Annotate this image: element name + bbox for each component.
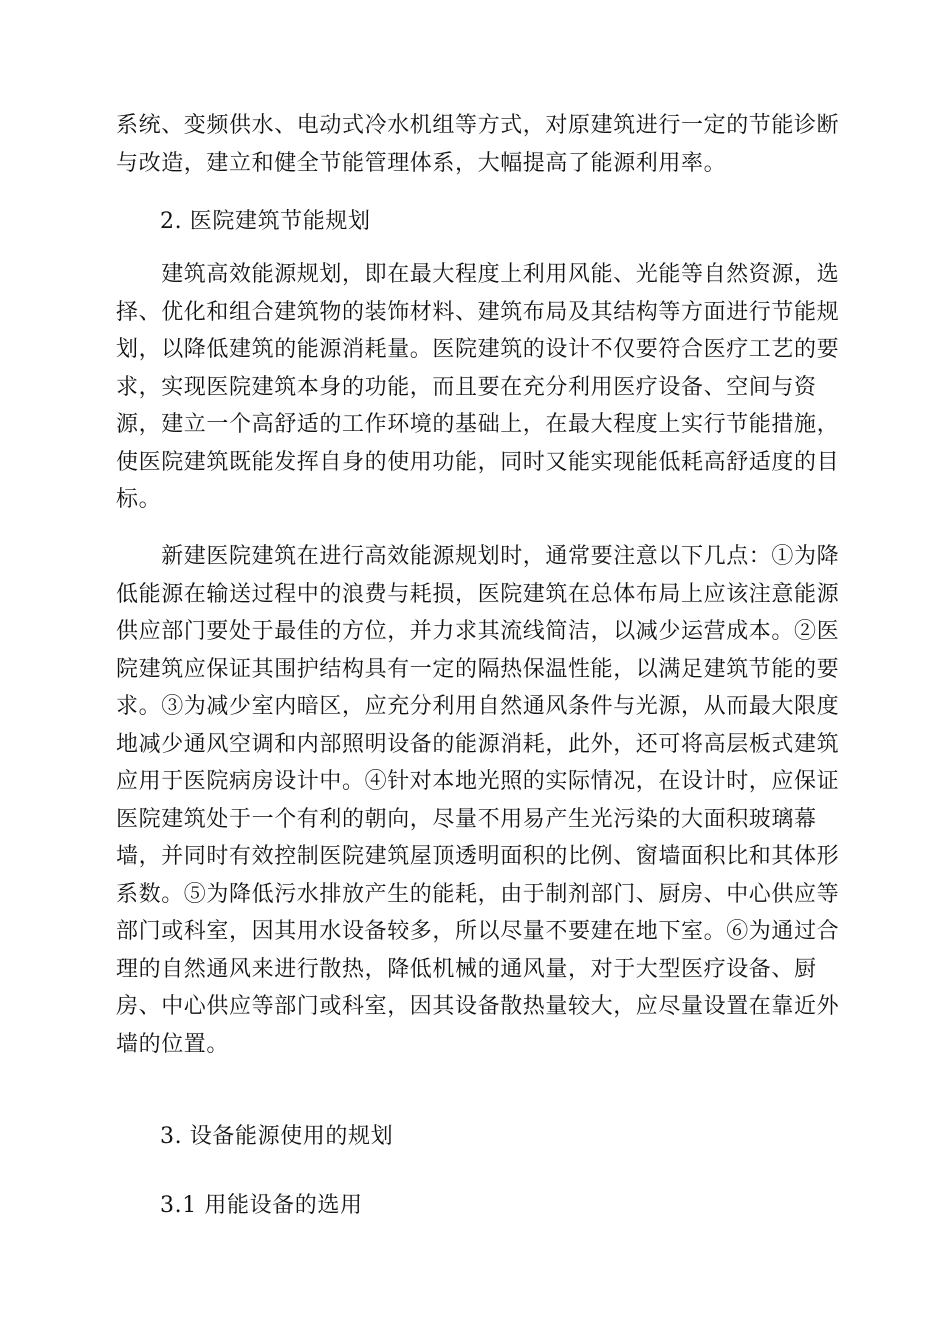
- paragraph-2-2: [116, 538, 840, 1063]
- text-line: 应用于医院病房设计中。④针对本地光照的实际情况，在设计时，应保证: [116, 769, 840, 794]
- text-line: 源，建立一个高舒适的工作环境的基础上，在最大程度上实行节能措施，: [116, 412, 840, 437]
- text-line: 医院建筑处于一个有利的朝向，尽量不用易产生光污染的大面积玻璃幕: [116, 806, 817, 832]
- text-line: 标。: [116, 487, 162, 512]
- text-line: 求，实现医院建筑本身的功能，而且要在充分利用医疗设备、空间与资: [116, 374, 817, 400]
- section-heading-2: 2. 医院建筑节能规划: [160, 209, 371, 234]
- text-line: 建筑高效能源规划，即在最大程度上利用风能、光能等自然资源，选: [116, 262, 840, 287]
- text-line: 供应部门要处于最佳的方位，并力求其流线简洁，以减少运营成本。②医: [116, 619, 840, 644]
- text-line: 院建筑应保证其围护结构具有一定的隔热保温性能，以满足建筑节能的要: [116, 656, 840, 682]
- text-line: 择、优化和组合建筑物的装饰材料、建筑布局及其结构等方面进行节能规: [116, 299, 840, 325]
- text-line: 求。③为减少室内暗区，应充分利用自然通风条件与光源，从而最大限度: [116, 694, 840, 719]
- text-line: 墙的位置。: [116, 1031, 230, 1057]
- text-line: 系数。⑤为降低污水排放产生的能耗，由于制剂部门、厨房、中心供应等: [116, 881, 840, 907]
- paragraph-intro: [116, 107, 840, 182]
- paragraph-2-1: [116, 256, 840, 519]
- text-line: 房、中心供应等部门或科室，因其设备散热量较大，应尽量设置在靠近外: [116, 994, 840, 1019]
- subsection-heading-3-1: 3.1 用能设备的选用: [160, 1193, 363, 1218]
- text-line: 划，以降低建筑的能源消耗量。医院建筑的设计不仅要符合医疗工艺的要: [116, 337, 840, 362]
- text-line: 与改造，建立和健全节能管理体系，大幅提高了能源利用率。: [116, 150, 727, 176]
- text-line: 地减少通风空调和内部照明设备的能源消耗，此外，还可将高层板式建筑: [116, 731, 840, 757]
- text-line: 新建医院建筑在进行高效能源规划时，通常要注意以下几点：①为降: [116, 544, 840, 569]
- text-line: 使医院建筑既能发挥自身的使用功能，同时又能实现能低耗高舒适度的目: [116, 449, 840, 475]
- text-line: 墙，并同时有效控制医院建筑屋顶透明面积的比例、窗墙面积比和其体形: [116, 844, 840, 869]
- text-line: 部门或科室，因其用水设备较多，所以尽量不要建在地下室。⑥为通过合: [116, 919, 840, 944]
- text-line: 理的自然通风来进行散热，降低机械的通风量，对于大型医疗设备、厨: [116, 956, 817, 982]
- section-heading-3: 3. 设备能源使用的规划: [160, 1124, 394, 1149]
- text-line: 系统、变频供水、电动式冷水机组等方式，对原建筑进行一定的节能诊断: [116, 113, 840, 138]
- text-line: 低能源在输送过程中的浪费与耗损，医院建筑在总体布局上应该注意能源: [116, 581, 840, 607]
